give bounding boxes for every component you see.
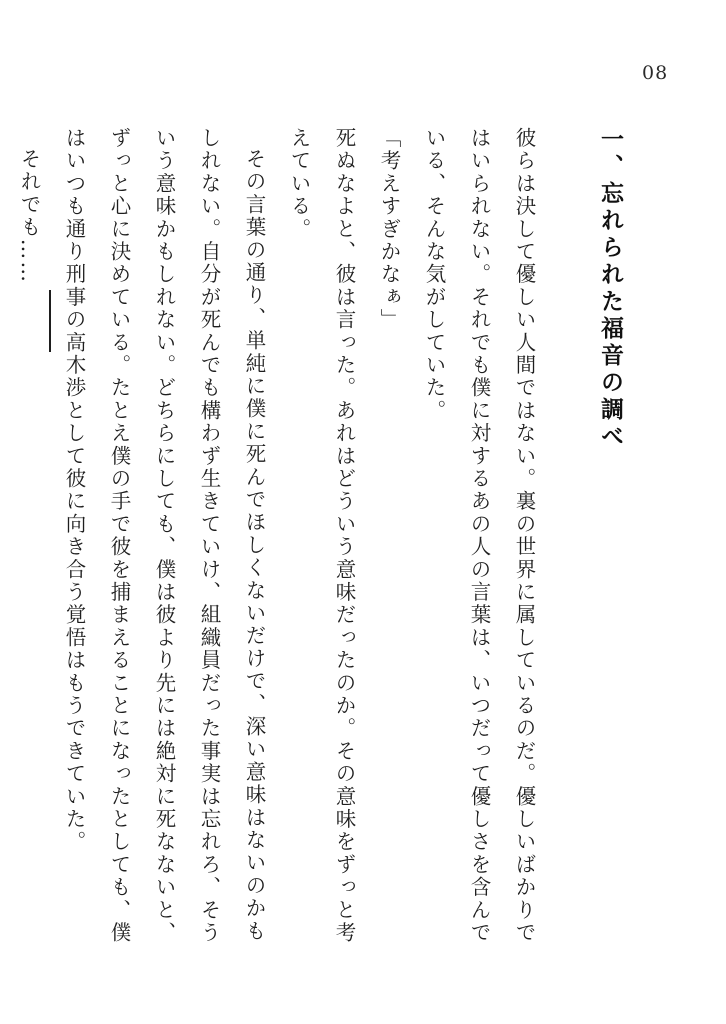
title-spacer	[546, 127, 588, 962]
em-dash-line	[49, 290, 51, 352]
paragraph: 彼らは決して優しい人間ではない。裏の世界に属しているのだ。優しいばかりではいられない。それでも僕に対するあの人の言葉は、いつだって優しさを含んでいる、そんな気がしていた。	[422, 127, 536, 945]
vertical-text-block	[6, 127, 633, 962]
closing-line	[6, 127, 51, 962]
page-number: 08	[642, 62, 669, 84]
dialogue-line: 「考えすぎかなぁ」	[377, 127, 401, 332]
chapter-title: 一、忘れられた福音の調べ	[597, 127, 624, 451]
closing-line-text: それでも……	[17, 147, 41, 284]
paragraph: その言葉の通り、単純に僕に死んでほしくないだけで、深い意味はないのかもしれない。自分が死んでも構わず生きていけ、組織員だった事実は忘れろ、そういう意味かもしれない。どちらにしても、僕は彼より先には絶対に死なないと、ずっと心に決めている。たとえ僕の手で彼を捕まえることになったとしても、僕はいつも通り刑事の高木渉として彼に向き合う覚悟はもうできていた。	[62, 127, 266, 945]
paragraph: 死ぬなよと、彼は言った。あれはどういう意味だったのか。その意味をずっと考えている。	[287, 127, 356, 945]
